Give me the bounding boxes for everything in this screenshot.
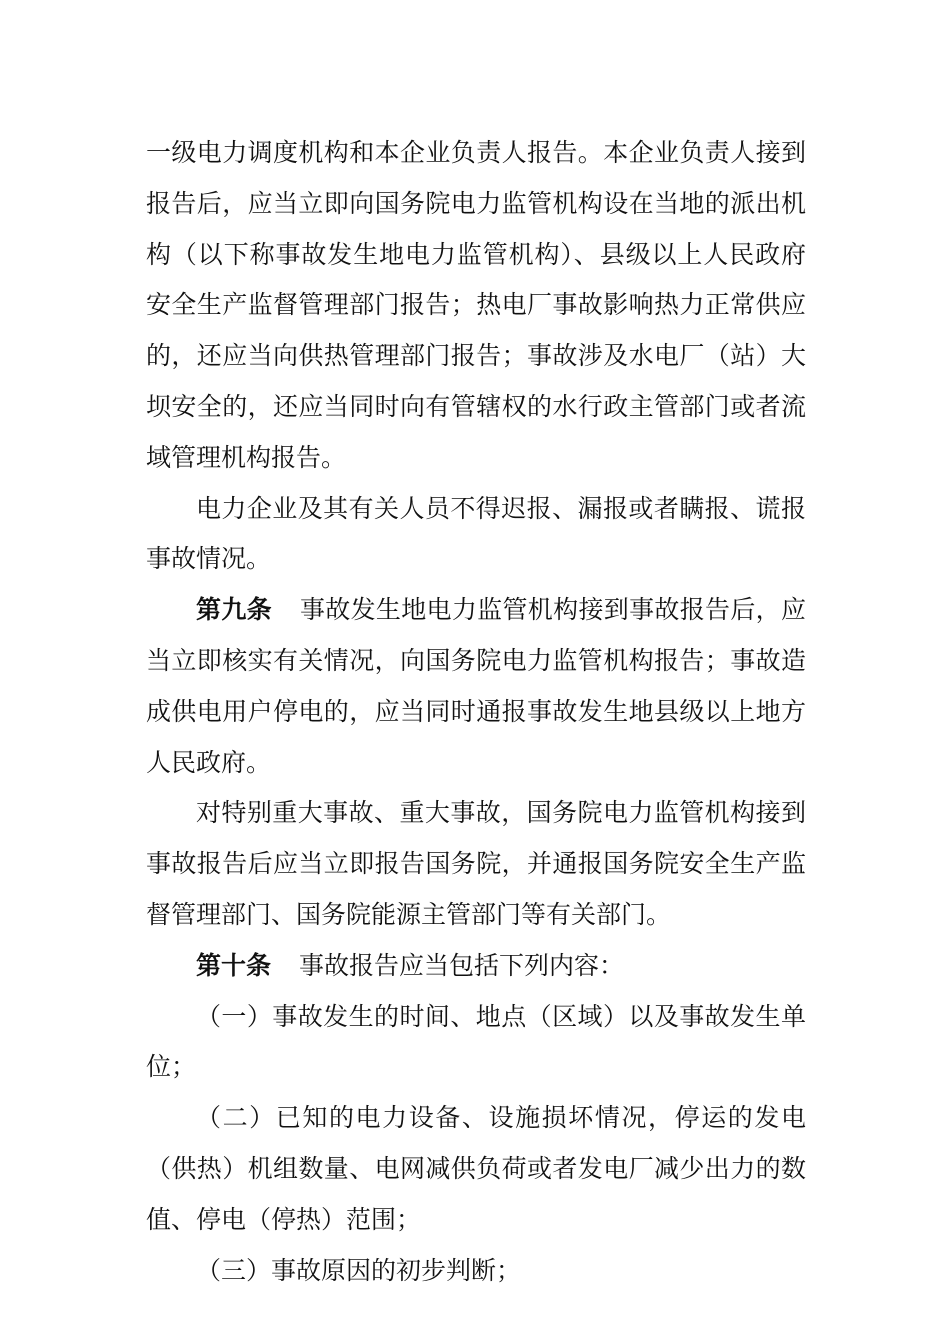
paragraph-no-late-report: 电力企业及其有关人员不得迟报、漏报或者瞒报、谎报事故情况。 xyxy=(146,493,806,574)
list-item-3: （三）事故原因的初步判断； xyxy=(196,1255,522,1285)
article-9-label: 第九条 xyxy=(196,595,272,625)
article-10 xyxy=(146,941,806,992)
article-10-label: 第十条 xyxy=(196,950,272,980)
article-10-text: 事故报告应当包括下列内容： xyxy=(299,950,625,980)
article-9 xyxy=(146,585,806,788)
document-body xyxy=(146,128,806,1296)
article-9-text: 事故发生地电力监管机构接到事故报告后，应当立即核实有关情况，向国务院电力监管机构报告；事故造成供电用户停电的，应当同时通报事故发生地县级以上地方人民政府。 xyxy=(146,595,806,777)
paragraph-report-chain: 一级电力调度机构和本企业负责人报告。本企业负责人接到报告后，应当立即向国务院电力监管机构设在当地的派出机构（以下称事故发生地电力监管机构）、县级以上人民政府安全生产监督管理部门报告；热电厂事故影响热力正常供应的，还应当向供热管理部门报告；事故涉及水电厂（站）大坝安全的，还应当同时向有管辖权的水行政主管部门或者流域管理机构报告。 xyxy=(146,138,806,472)
list-item-1: （一）事故发生的时间、地点（区域）以及事故发生单位； xyxy=(146,1001,806,1082)
list-item-2: （二）已知的电力设备、设施损坏情况，停运的发电（供热）机组数量、电网减供负荷或者发电厂减少出力的数值、停电（停热）范围； xyxy=(146,1103,806,1234)
paragraph-major-accident: 对特别重大事故、重大事故，国务院电力监管机构接到事故报告后应当立即报告国务院，并通报国务院安全生产监督管理部门、国务院能源主管部门等有关部门。 xyxy=(146,798,806,929)
